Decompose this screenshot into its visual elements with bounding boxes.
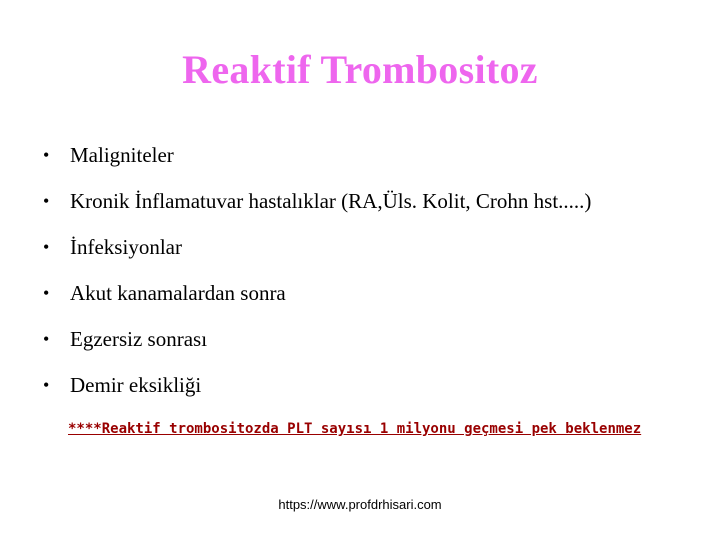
- bullet-item: [43, 178, 591, 224]
- bullet-item: [43, 362, 591, 408]
- bullet-item: [43, 270, 591, 316]
- bullet-dot-icon: •: [43, 328, 50, 349]
- bullet-text: Akut kanamalardan sonra: [70, 280, 286, 305]
- bullet-text: Egzersiz sonrası: [70, 326, 208, 351]
- slide-title: Reaktif Trombositoz: [182, 47, 538, 92]
- bullet-text: Demir eksikliği: [70, 372, 202, 397]
- bullet-item: [43, 316, 591, 362]
- bullet-item: [43, 224, 591, 270]
- bullet-text: İnfeksiyonlar: [70, 234, 182, 259]
- bullet-dot-icon: •: [43, 282, 50, 303]
- bullet-dot-icon: •: [43, 144, 50, 165]
- bullet-dot-icon: •: [43, 190, 50, 211]
- footnote-warning: ****Reaktif trombositozda PLT sayısı 1 milyonu geçmesi pek beklenmez: [68, 421, 642, 437]
- bullet-text: Kronik İnflamatuvar hastalıklar (RA,Üls. Kolit, Crohn hst.....): [70, 188, 592, 213]
- bullet-dot-icon: •: [43, 374, 50, 395]
- bullet-dot-icon: •: [43, 236, 50, 257]
- bullet-text: Maligniteler: [70, 142, 174, 167]
- footer-url: https://www.profdrhisari.com: [278, 497, 442, 512]
- bullet-item: [43, 132, 591, 178]
- bullet-list: [43, 132, 591, 408]
